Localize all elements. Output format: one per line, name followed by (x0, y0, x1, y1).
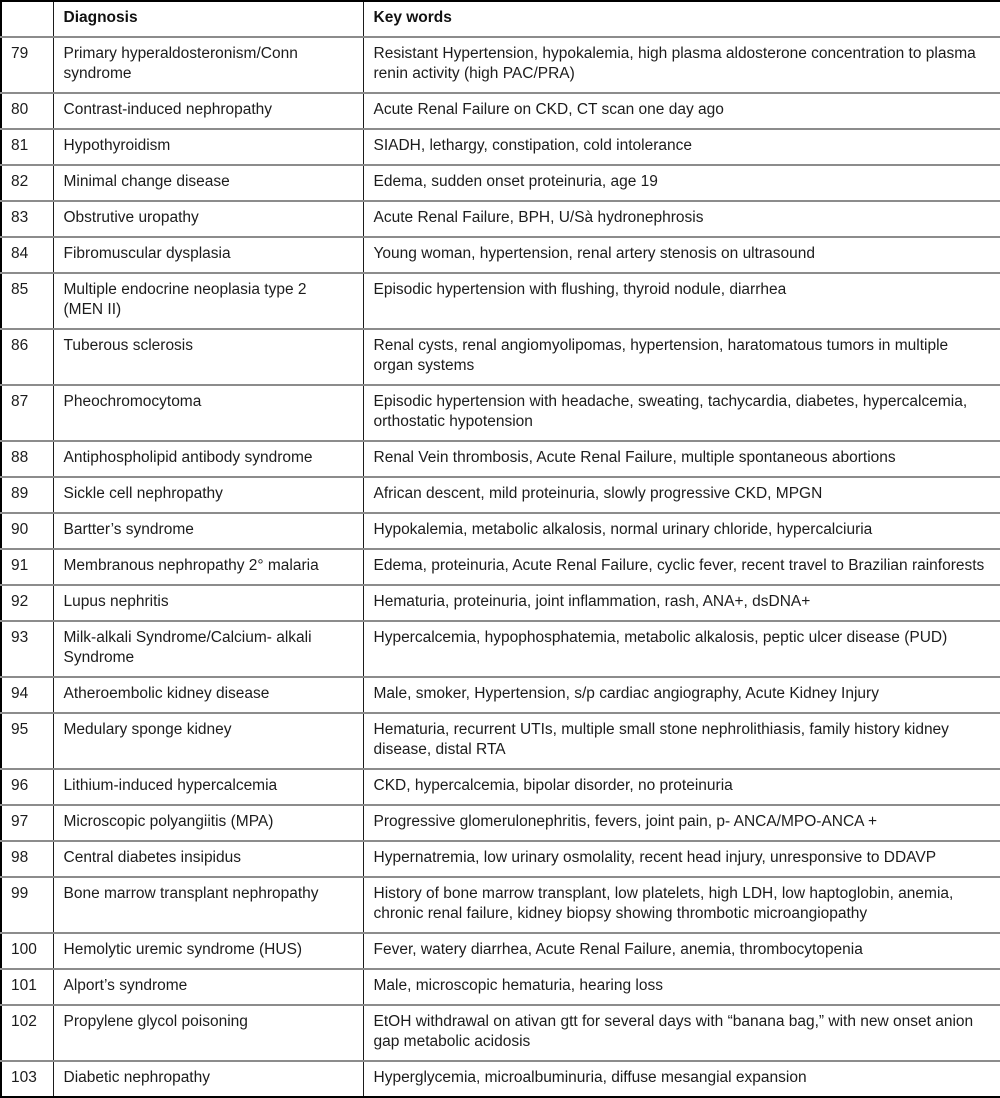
table-row (1, 129, 1000, 165)
row-number-cell: 90 (1, 513, 53, 549)
table-row (1, 969, 1000, 1005)
diagnosis-cell: Bartter’s syndrome (53, 513, 363, 549)
row-number-cell: 81 (1, 129, 53, 165)
row-number-cell: 102 (1, 1005, 53, 1061)
diagnosis-cell: Propylene glycol poisoning (53, 1005, 363, 1061)
table-row (1, 769, 1000, 805)
diagnosis-cell: Pheochromocytoma (53, 385, 363, 441)
table-row (1, 329, 1000, 385)
table-row (1, 237, 1000, 273)
row-number-cell: 100 (1, 933, 53, 969)
table-row (1, 621, 1000, 677)
diagnosis-cell: Atheroembolic kidney disease (53, 677, 363, 713)
table-row (1, 165, 1000, 201)
row-number-cell: 80 (1, 93, 53, 129)
diagnosis-cell: Medulary sponge kidney (53, 713, 363, 769)
table-row (1, 273, 1000, 329)
keywords-cell: CKD, hypercalcemia, bipolar disorder, no proteinuria (363, 769, 1000, 805)
row-number-cell: 79 (1, 37, 53, 93)
keywords-cell: Fever, watery diarrhea, Acute Renal Failure, anemia, thrombocytopenia (363, 933, 1000, 969)
keywords-cell: Resistant Hypertension, hypokalemia, high plasma aldosterone concentration to plasma renin activity (high PAC/PRA) (363, 37, 1000, 93)
diagnosis-cell: Membranous nephropathy 2° malaria (53, 549, 363, 585)
diagnosis-cell: Hypothyroidism (53, 129, 363, 165)
diagnosis-cell: Lupus nephritis (53, 585, 363, 621)
table-row (1, 1005, 1000, 1061)
diagnosis-cell: Minimal change disease (53, 165, 363, 201)
table-row (1, 805, 1000, 841)
table-row (1, 585, 1000, 621)
diagnosis-cell: Obstrutive uropathy (53, 201, 363, 237)
header-cell-diagnosis: Diagnosis (53, 1, 363, 37)
diagnosis-cell: Bone marrow transplant nephropathy (53, 877, 363, 933)
keywords-cell: Male, smoker, Hypertension, s/p cardiac angiography, Acute Kidney Injury (363, 677, 1000, 713)
table-row (1, 37, 1000, 93)
header-row (1, 1, 1000, 37)
table-row (1, 477, 1000, 513)
diagnosis-cell: Lithium-induced hypercalcemia (53, 769, 363, 805)
keywords-cell: Renal cysts, renal angiomyolipomas, hypertension, haratomatous tumors in multiple organ systems (363, 329, 1000, 385)
keywords-cell: Episodic hypertension with flushing, thyroid nodule, diarrhea (363, 273, 1000, 329)
row-number-cell: 84 (1, 237, 53, 273)
row-number-cell: 101 (1, 969, 53, 1005)
diagnosis-cell: Alport’s syndrome (53, 969, 363, 1005)
table-row (1, 1061, 1000, 1097)
keywords-cell: Hypercalcemia, hypophosphatemia, metabolic alkalosis, peptic ulcer disease (PUD) (363, 621, 1000, 677)
keywords-cell: Episodic hypertension with headache, sweating, tachycardia, diabetes, hypercalcemia, orthostatic hypotension (363, 385, 1000, 441)
diagnosis-cell: Tuberous sclerosis (53, 329, 363, 385)
table-row (1, 513, 1000, 549)
keywords-cell: Hematuria, proteinuria, joint inflammation, rash, ANA+, dsDNA+ (363, 585, 1000, 621)
keywords-cell: SIADH, lethargy, constipation, cold intolerance (363, 129, 1000, 165)
keywords-cell: History of bone marrow transplant, low platelets, high LDH, low haptoglobin, anemia, chronic renal failure, kidney biopsy showing thrombotic microangiopathy (363, 877, 1000, 933)
diagnosis-cell: Fibromuscular dysplasia (53, 237, 363, 273)
table-body (1, 37, 1000, 1097)
table-row (1, 841, 1000, 877)
table-row (1, 877, 1000, 933)
table-row (1, 549, 1000, 585)
keywords-cell: Hyperglycemia, microalbuminuria, diffuse mesangial expansion (363, 1061, 1000, 1097)
keywords-cell: Edema, proteinuria, Acute Renal Failure, cyclic fever, recent travel to Brazilian rainforests (363, 549, 1000, 585)
keywords-cell: Hematuria, recurrent UTIs, multiple small stone nephrolithiasis, family history kidney disease, distal RTA (363, 713, 1000, 769)
row-number-cell: 99 (1, 877, 53, 933)
diagnosis-cell: Sickle cell nephropathy (53, 477, 363, 513)
keywords-cell: Progressive glomerulonephritis, fevers, joint pain, p- ANCA/MPO-ANCA + (363, 805, 1000, 841)
row-number-cell: 87 (1, 385, 53, 441)
diagnosis-cell: Milk-alkali Syndrome/Calcium- alkali Syndrome (53, 621, 363, 677)
keywords-cell: Young woman, hypertension, renal artery stenosis on ultrasound (363, 237, 1000, 273)
row-number-cell: 93 (1, 621, 53, 677)
diagnosis-cell: Hemolytic uremic syndrome (HUS) (53, 933, 363, 969)
header-cell-keywords: Key words (363, 1, 1000, 37)
table-row (1, 385, 1000, 441)
diagnosis-cell: Contrast-induced nephropathy (53, 93, 363, 129)
table-row (1, 93, 1000, 129)
keywords-cell: Acute Renal Failure, BPH, U/Sà hydronephrosis (363, 201, 1000, 237)
table-row (1, 933, 1000, 969)
table-row (1, 441, 1000, 477)
diagnosis-cell: Central diabetes insipidus (53, 841, 363, 877)
diagnosis-cell: Diabetic nephropathy (53, 1061, 363, 1097)
keywords-cell: Male, microscopic hematuria, hearing loss (363, 969, 1000, 1005)
row-number-cell: 103 (1, 1061, 53, 1097)
diagnosis-cell: Primary hyperaldosteronism/Conn syndrome (53, 37, 363, 93)
row-number-cell: 92 (1, 585, 53, 621)
diagnosis-cell: Microscopic polyangiitis (MPA) (53, 805, 363, 841)
row-number-cell: 95 (1, 713, 53, 769)
table-row (1, 201, 1000, 237)
header-cell-index (1, 1, 53, 37)
keywords-cell: EtOH withdrawal on ativan gtt for several days with “banana bag,” with new onset anion gap metabolic acidosis (363, 1005, 1000, 1061)
row-number-cell: 91 (1, 549, 53, 585)
table-row (1, 713, 1000, 769)
keywords-cell: African descent, mild proteinuria, slowly progressive CKD, MPGN (363, 477, 1000, 513)
keywords-cell: Hypernatremia, low urinary osmolality, recent head injury, unresponsive to DDAVP (363, 841, 1000, 877)
row-number-cell: 82 (1, 165, 53, 201)
row-number-cell: 85 (1, 273, 53, 329)
row-number-cell: 97 (1, 805, 53, 841)
row-number-cell: 89 (1, 477, 53, 513)
row-number-cell: 88 (1, 441, 53, 477)
diagnosis-cell: Multiple endocrine neoplasia type 2 (MEN II) (53, 273, 363, 329)
keywords-cell: Edema, sudden onset proteinuria, age 19 (363, 165, 1000, 201)
row-number-cell: 94 (1, 677, 53, 713)
keywords-cell: Hypokalemia, metabolic alkalosis, normal urinary chloride, hypercalciuria (363, 513, 1000, 549)
row-number-cell: 86 (1, 329, 53, 385)
diagnosis-cell: Antiphospholipid antibody syndrome (53, 441, 363, 477)
keywords-cell: Renal Vein thrombosis, Acute Renal Failure, multiple spontaneous abortions (363, 441, 1000, 477)
row-number-cell: 83 (1, 201, 53, 237)
table-row (1, 677, 1000, 713)
row-number-cell: 96 (1, 769, 53, 805)
row-number-cell: 98 (1, 841, 53, 877)
keywords-cell: Acute Renal Failure on CKD, CT scan one day ago (363, 93, 1000, 129)
